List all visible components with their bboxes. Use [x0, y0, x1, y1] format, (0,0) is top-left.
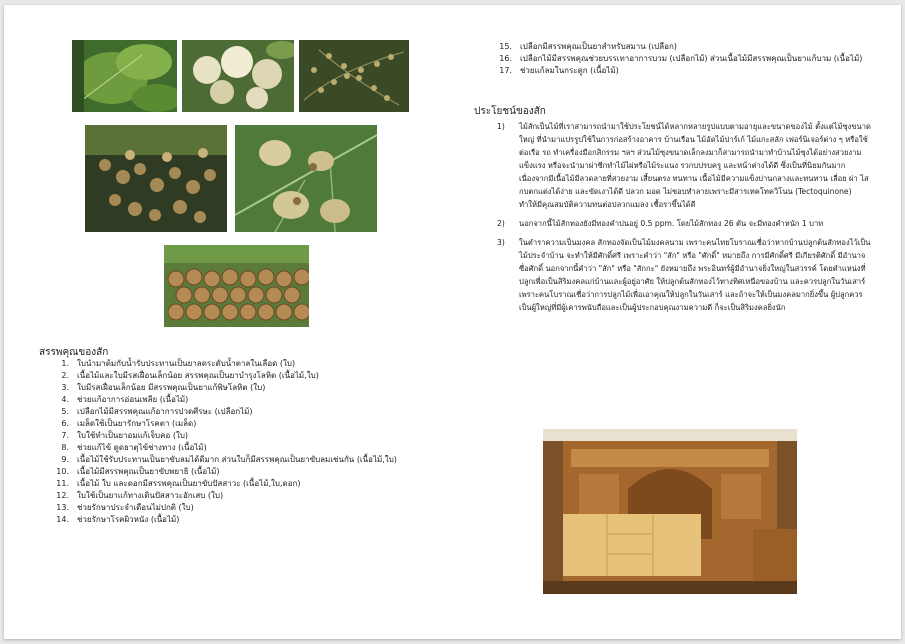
list-item: 9. เนื้อไม้ใช้รับประทานเป็นยาขับลมได้ดีมาก ส่วนใบก็มีสรรพคุณเป็นยาขับลมเช่นกัน (เนื้อไม้,ใบ): [61, 455, 397, 464]
teak-flower-buds-photo: [299, 40, 409, 112]
list-item: 13. ช่วยรักษาประจำเดือนไม่ปกติ (ใบ): [56, 503, 194, 512]
list-item: 15. เปลือกมีสรรพคุณเป็นยาสำหรับสมาน (เปลือก): [499, 42, 677, 51]
list-item: 11. เนื้อไม้ ใบ และดอกมีสรรพคุณเป็นยาขับปัสสาวะ (เนื้อไม้,ใบ,ดอก): [56, 479, 301, 488]
list-item: 12. ใบใช้เป็นยาแก้ทางเดินปัสสาวะอักเสบ (ใบ): [56, 491, 224, 500]
list-item: 3. ใบมีรสเฝื่อนเล็กน้อย มีสรรพคุณเป็นยาแก้พิษโลหิต (ใบ): [61, 383, 266, 392]
benefits-heading: ประโยชน์ของสัก: [474, 106, 546, 117]
teak-carved-furniture-photo: [543, 429, 797, 594]
properties-list-continued: [482, 41, 872, 77]
list-item: 3) ในตำราความเป็นมงคล สักทองจัดเป็นไม้มงคลนาม เพราะคนไทยโบราณเชื่อว่าหากบ้านปลูกต้นสักทองไว้เป็นไม้ประจำบ้าน จะทำให้มีศักดิ์ศรี เพราะคำว่า "สัก" หรือ "ศักดิ์" หมายถึง การมีศักดิ์ศรี มีเกียรติศักดิ์ มีอำนาจซื่อศักดิ์ นอกจากนี้คำว่า "สัก" หรือ "สักกะ" ยังหมายถึง พระอินทร์ผู้มีอำนาจยิ่งใหญ่ในสวรรค์ โดยตำแหน่งที่ปลูกเพื่อเป็นสิริมงคลแก่บ้านและผู้อยู่อาศัย ให้ปลูกต้นสักทองไว้ทางทิศเหนือของบ้าน และควรปลูกในวันเสาร์ เพราะคนโบราณเชื่อว่าการปลูกไม้เพื่อเอาคุณให้ปลูกในวันเสาร์ และถ้าจะให้เป็นมงคลมากยิ่งขึ้น ผู้ปลูกควรเป็นผู้ใหญ่ที่มีผู้เคารพนับถือและเป็นผู้ประกอบคุณงามความดี ก็จะเป็นสิริมงคลยิ่งนัก: [497, 238, 871, 312]
list-item: 14. ช่วยรักษาโรคผิวหนัง (เนื้อไม้): [56, 515, 180, 524]
teak-leaves-photo: [72, 40, 177, 112]
list-item: 10. เนื้อไม้มีสรรพคุณเป็นยาขับพยาธิ (เนื้อไม้): [56, 467, 220, 476]
benefits-list: [491, 120, 871, 320]
list-item: 1) ไม้สักเป็นไม้ที่เราสามารถนำมาใช้ประโยชน์ได้หลากหลายรูปแบบตามอายุและขนาดของไม้ ตั้งแต่ไม้ซุงขนาดใหญ่ ที่นำมาแปรรูปใช้ในการก่อสร้างอาคาร บ้านเรือน ไม้อัดไม้ปาร์เก้ ไม้แกะสลัก เฟอร์นิเจอร์ต่าง ๆ หรือใช้ต่อเรือ รถ ทำเครื่องมือกสิกรรม ฯลฯ ส่วนไม้ซุงขนาดเล็กลงมาก็สามารถนำมาทำบ้านไม้ซุงได้อย่างสวยงามแข็งแรง หรือจะนำมาผ่าซีกทำไม้ไผ่หรือไม้ระแนง รวกบปรบครู และหน้าต่างได้ดี ซึ่งเป็นที่นิยมกันมาก เนื่องจากมีเนื้อไม้มีลวดลายที่สวยงาม เสี้ยนตรง ทนทาน เนื้อไม้มีความแข็งปานกลางและทนทาน เลื่อย ผ่า ไสกบตกแต่งได้ง่าย และขัดเงาได้ดี ปลวก มอด ไม่ชอบทำลายเพราะมีสารเทคโทควิโนน (Tectoquinone) ทำให้มีคุณสมบัติความทนต่อปลวกแมลง เชื้อราขึ้นได้ดี: [497, 122, 871, 209]
properties-list: [39, 358, 449, 526]
properties-heading: สรรพคุณของสัก: [39, 347, 109, 358]
list-item: 2) นอกจากนี้ไม้สักทองยังมีทองคำปนอยู่ 0.5 ppm. โดยไม้สักทอง 26 ตัน จะมีทองคำหนัก 1 บาท: [497, 219, 824, 228]
list-item: 5. เปลือกไม้มีสรรพคุณแก้อาการปวดศีรษะ (เปลือกไม้): [61, 407, 253, 416]
list-item: 1. ใบนำมาต้มกับน้ำรับประทานเป็นยาลดระดับน้ำตาลในเลือด (ใบ): [61, 359, 296, 368]
list-item: 16. เปลือกไม้มีสรรพคุณช่วยบรรเทาอาการบวม (เปลือกไม้) ส่วนเนื้อไม้มีสรรพคุณเป็นยาแก้บวม (เนื้อไม้): [499, 54, 863, 63]
list-item: 4. ช่วยแก้อาการอ่อนเพลีย (เนื้อไม้): [61, 395, 189, 404]
teak-seeds-on-leaf-photo: [235, 125, 377, 232]
document-page: [4, 5, 901, 639]
list-item: 17. ช่วยแก้ลมในกระดูก (เนื้อไม้): [499, 66, 619, 75]
teak-flowers-photo: [182, 40, 294, 112]
list-item: 2. เนื้อไม้และใบมีรสเฝื่อนเล็กน้อย สรรพคุณเป็นยาบำรุงโลหิต (เนื้อไม้,ใบ): [61, 371, 319, 380]
teak-logs-photo: [164, 245, 309, 327]
list-item: 6. เมล็ดใช้เป็นยารักษาโรคตา (เมล็ด): [61, 419, 197, 428]
list-item: 7. ใบใช้ทำเป็นยาอมแก้เจ็บคอ (ใบ): [61, 431, 189, 440]
list-item: 8. ช่วยแก้ไข้ ดูดธาตุไข้ช่างทาง (เนื้อไม้): [61, 443, 207, 452]
teak-fruits-photo: [85, 125, 227, 232]
